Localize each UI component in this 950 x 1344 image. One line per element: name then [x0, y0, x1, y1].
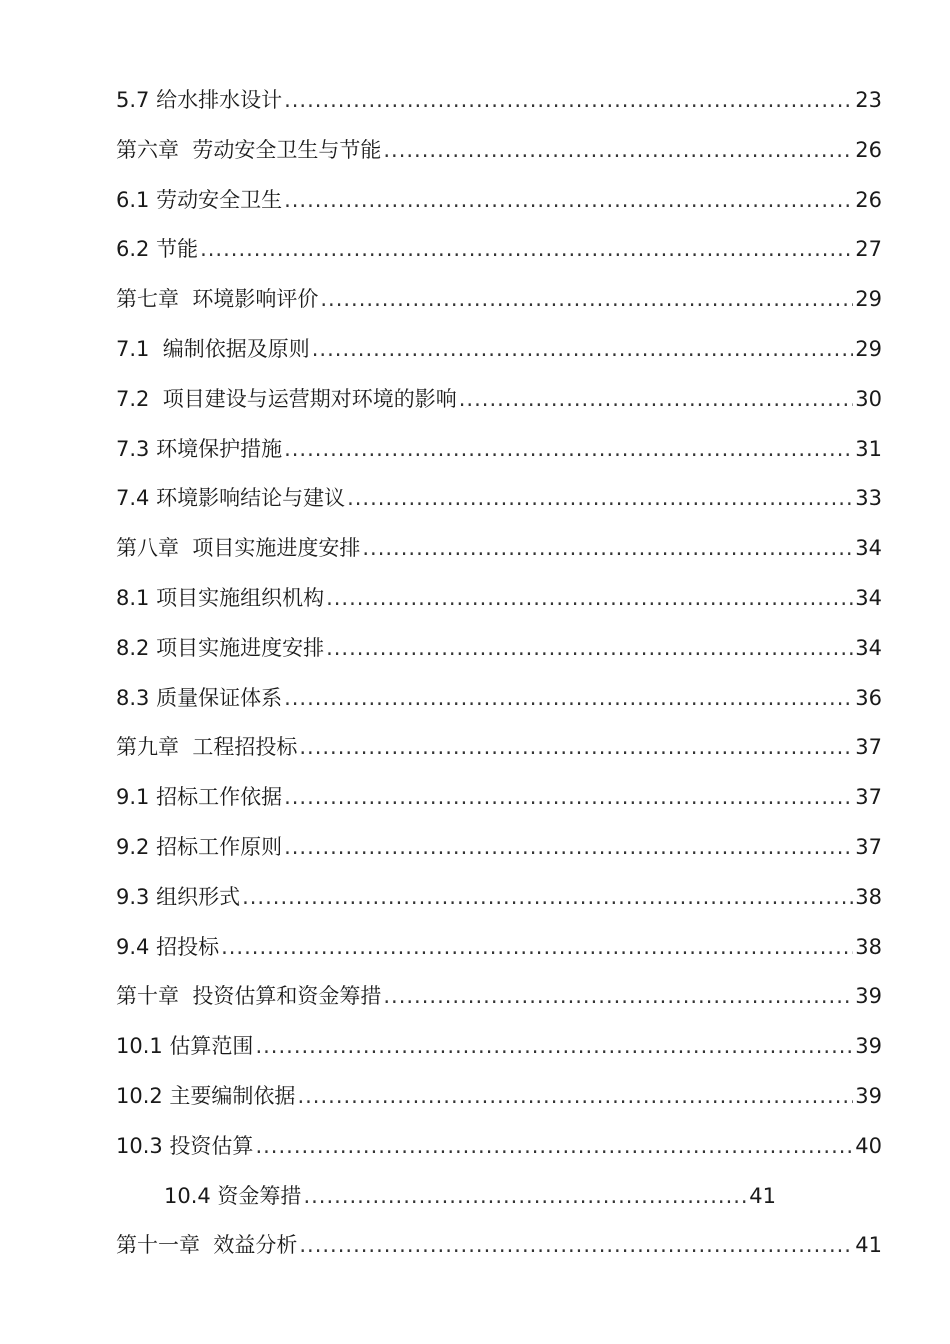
toc-entry-page: 39	[855, 984, 882, 1009]
toc-entry[interactable]	[116, 379, 882, 429]
dot-leader	[284, 429, 853, 469]
toc-entry[interactable]	[116, 827, 882, 877]
toc-entry-title: 6.2 节能	[116, 237, 199, 262]
dot-leader	[320, 279, 853, 319]
table-of-contents	[116, 80, 882, 1275]
toc-entry-title: 7.4 环境影响结论与建议	[116, 486, 346, 511]
toc-entry-page: 29	[855, 336, 882, 361]
toc-entry[interactable]	[116, 329, 882, 379]
toc-entry-title: 10.1 估算范围	[116, 1034, 254, 1059]
dot-leader	[242, 877, 853, 917]
toc-entry[interactable]	[116, 877, 882, 927]
toc-entry[interactable]	[116, 777, 882, 827]
toc-entry-title: 9.2 招标工作原则	[116, 834, 283, 859]
dot-leader	[284, 827, 853, 867]
toc-entry[interactable]	[116, 1126, 882, 1176]
dot-leader	[383, 976, 853, 1016]
toc-entry-title: 10.3 投资估算	[116, 1133, 254, 1158]
toc-entry-title: 10.2 主要编制依据	[116, 1083, 296, 1108]
toc-entry-page: 38	[855, 884, 882, 909]
toc-entry-title: 9.4 招投标	[116, 934, 220, 959]
dot-leader	[312, 329, 854, 369]
toc-entry-title: 6.1 劳动安全卫生	[116, 187, 283, 212]
toc-entry-page: 39	[855, 1034, 882, 1059]
toc-chapter-entry[interactable]	[116, 727, 882, 777]
toc-entry-page: 34	[855, 585, 882, 610]
toc-entry-title: 第八章 项目实施进度安排	[116, 536, 361, 561]
toc-entry-page: 34	[855, 536, 882, 561]
dot-leader	[459, 379, 854, 419]
toc-chapter-entry[interactable]	[116, 528, 882, 578]
dot-leader	[299, 727, 853, 767]
toc-entry[interactable]	[116, 180, 882, 230]
toc-entry-title: 8.1 项目实施组织机构	[116, 585, 325, 610]
toc-entry-title: 5.7 给水排水设计	[116, 88, 283, 112]
dot-leader	[297, 1076, 853, 1116]
toc-entry-page: 36	[855, 685, 882, 710]
dot-leader	[326, 578, 853, 618]
toc-entry[interactable]	[116, 1076, 882, 1126]
toc-entry-page: 31	[855, 436, 882, 461]
toc-entry-page: 27	[855, 237, 882, 262]
toc-entry-page: 40	[855, 1133, 882, 1158]
toc-entry-page: 34	[855, 635, 882, 660]
toc-entry-page: 29	[855, 287, 882, 312]
dot-leader	[326, 628, 853, 668]
dot-leader	[221, 927, 853, 967]
toc-entry-page: 37	[855, 735, 882, 760]
dot-leader	[255, 1126, 853, 1166]
toc-entry-title: 7.1 编制依据及原则	[116, 336, 310, 361]
toc-chapter-entry[interactable]	[116, 279, 882, 329]
dot-leader	[284, 80, 853, 120]
toc-entry-title: 第十一章 效益分析	[116, 1233, 298, 1258]
dot-leader	[362, 528, 853, 568]
dot-leader	[347, 478, 853, 518]
dot-leader	[284, 777, 853, 817]
toc-entry[interactable]	[116, 628, 882, 678]
toc-entry[interactable]	[116, 1026, 882, 1076]
toc-entry[interactable]	[116, 578, 882, 628]
toc-chapter-entry[interactable]	[116, 976, 882, 1026]
toc-entry[interactable]	[116, 80, 882, 130]
toc-entry-page: 41	[855, 1233, 882, 1258]
dot-leader	[284, 678, 853, 718]
dot-leader	[284, 180, 853, 220]
toc-entry-title: 第九章 工程招投标	[116, 735, 298, 760]
toc-entry-title: 7.2 项目建设与运营期对环境的影响	[116, 386, 457, 411]
dot-leader	[299, 1225, 853, 1265]
toc-entry-indented[interactable]	[116, 1176, 776, 1226]
toc-entry-title: 第十章 投资估算和资金筹措	[116, 984, 382, 1009]
toc-entry-title: 9.3 组织形式	[116, 884, 241, 909]
toc-entry[interactable]	[116, 478, 882, 528]
toc-entry[interactable]	[116, 429, 882, 479]
dot-leader	[255, 1026, 853, 1066]
toc-entry[interactable]	[116, 927, 882, 977]
toc-entry-page: 23	[855, 88, 882, 112]
toc-entry-page: 37	[855, 785, 882, 810]
toc-entry[interactable]	[116, 678, 882, 728]
toc-entry-title: 9.1 招标工作依据	[116, 785, 283, 810]
toc-entry-page: 37	[855, 834, 882, 859]
toc-entry-title: 8.3 质量保证体系	[116, 685, 283, 710]
toc-entry-title: 第六章 劳动安全卫生与节能	[116, 137, 382, 162]
toc-entry-page: 41	[749, 1183, 776, 1208]
toc-entry-page: 39	[855, 1083, 882, 1108]
toc-entry-page: 33	[855, 486, 882, 511]
toc-entry-page: 30	[855, 386, 882, 411]
toc-entry-title: 8.2 项目实施进度安排	[116, 635, 325, 660]
toc-entry-page: 26	[855, 187, 882, 212]
toc-entry-page: 26	[855, 137, 882, 162]
dot-leader	[200, 229, 853, 269]
toc-chapter-entry[interactable]	[116, 130, 882, 180]
toc-entry-page: 38	[855, 934, 882, 959]
toc-entry-title: 第七章 环境影响评价	[116, 287, 319, 312]
dot-leader	[383, 130, 853, 170]
toc-entry-title: 10.4 资金筹措	[164, 1183, 302, 1208]
toc-entry[interactable]	[116, 229, 882, 279]
toc-chapter-entry[interactable]	[116, 1225, 882, 1275]
toc-entry-title: 7.3 环境保护措施	[116, 436, 283, 461]
dot-leader	[303, 1176, 747, 1216]
